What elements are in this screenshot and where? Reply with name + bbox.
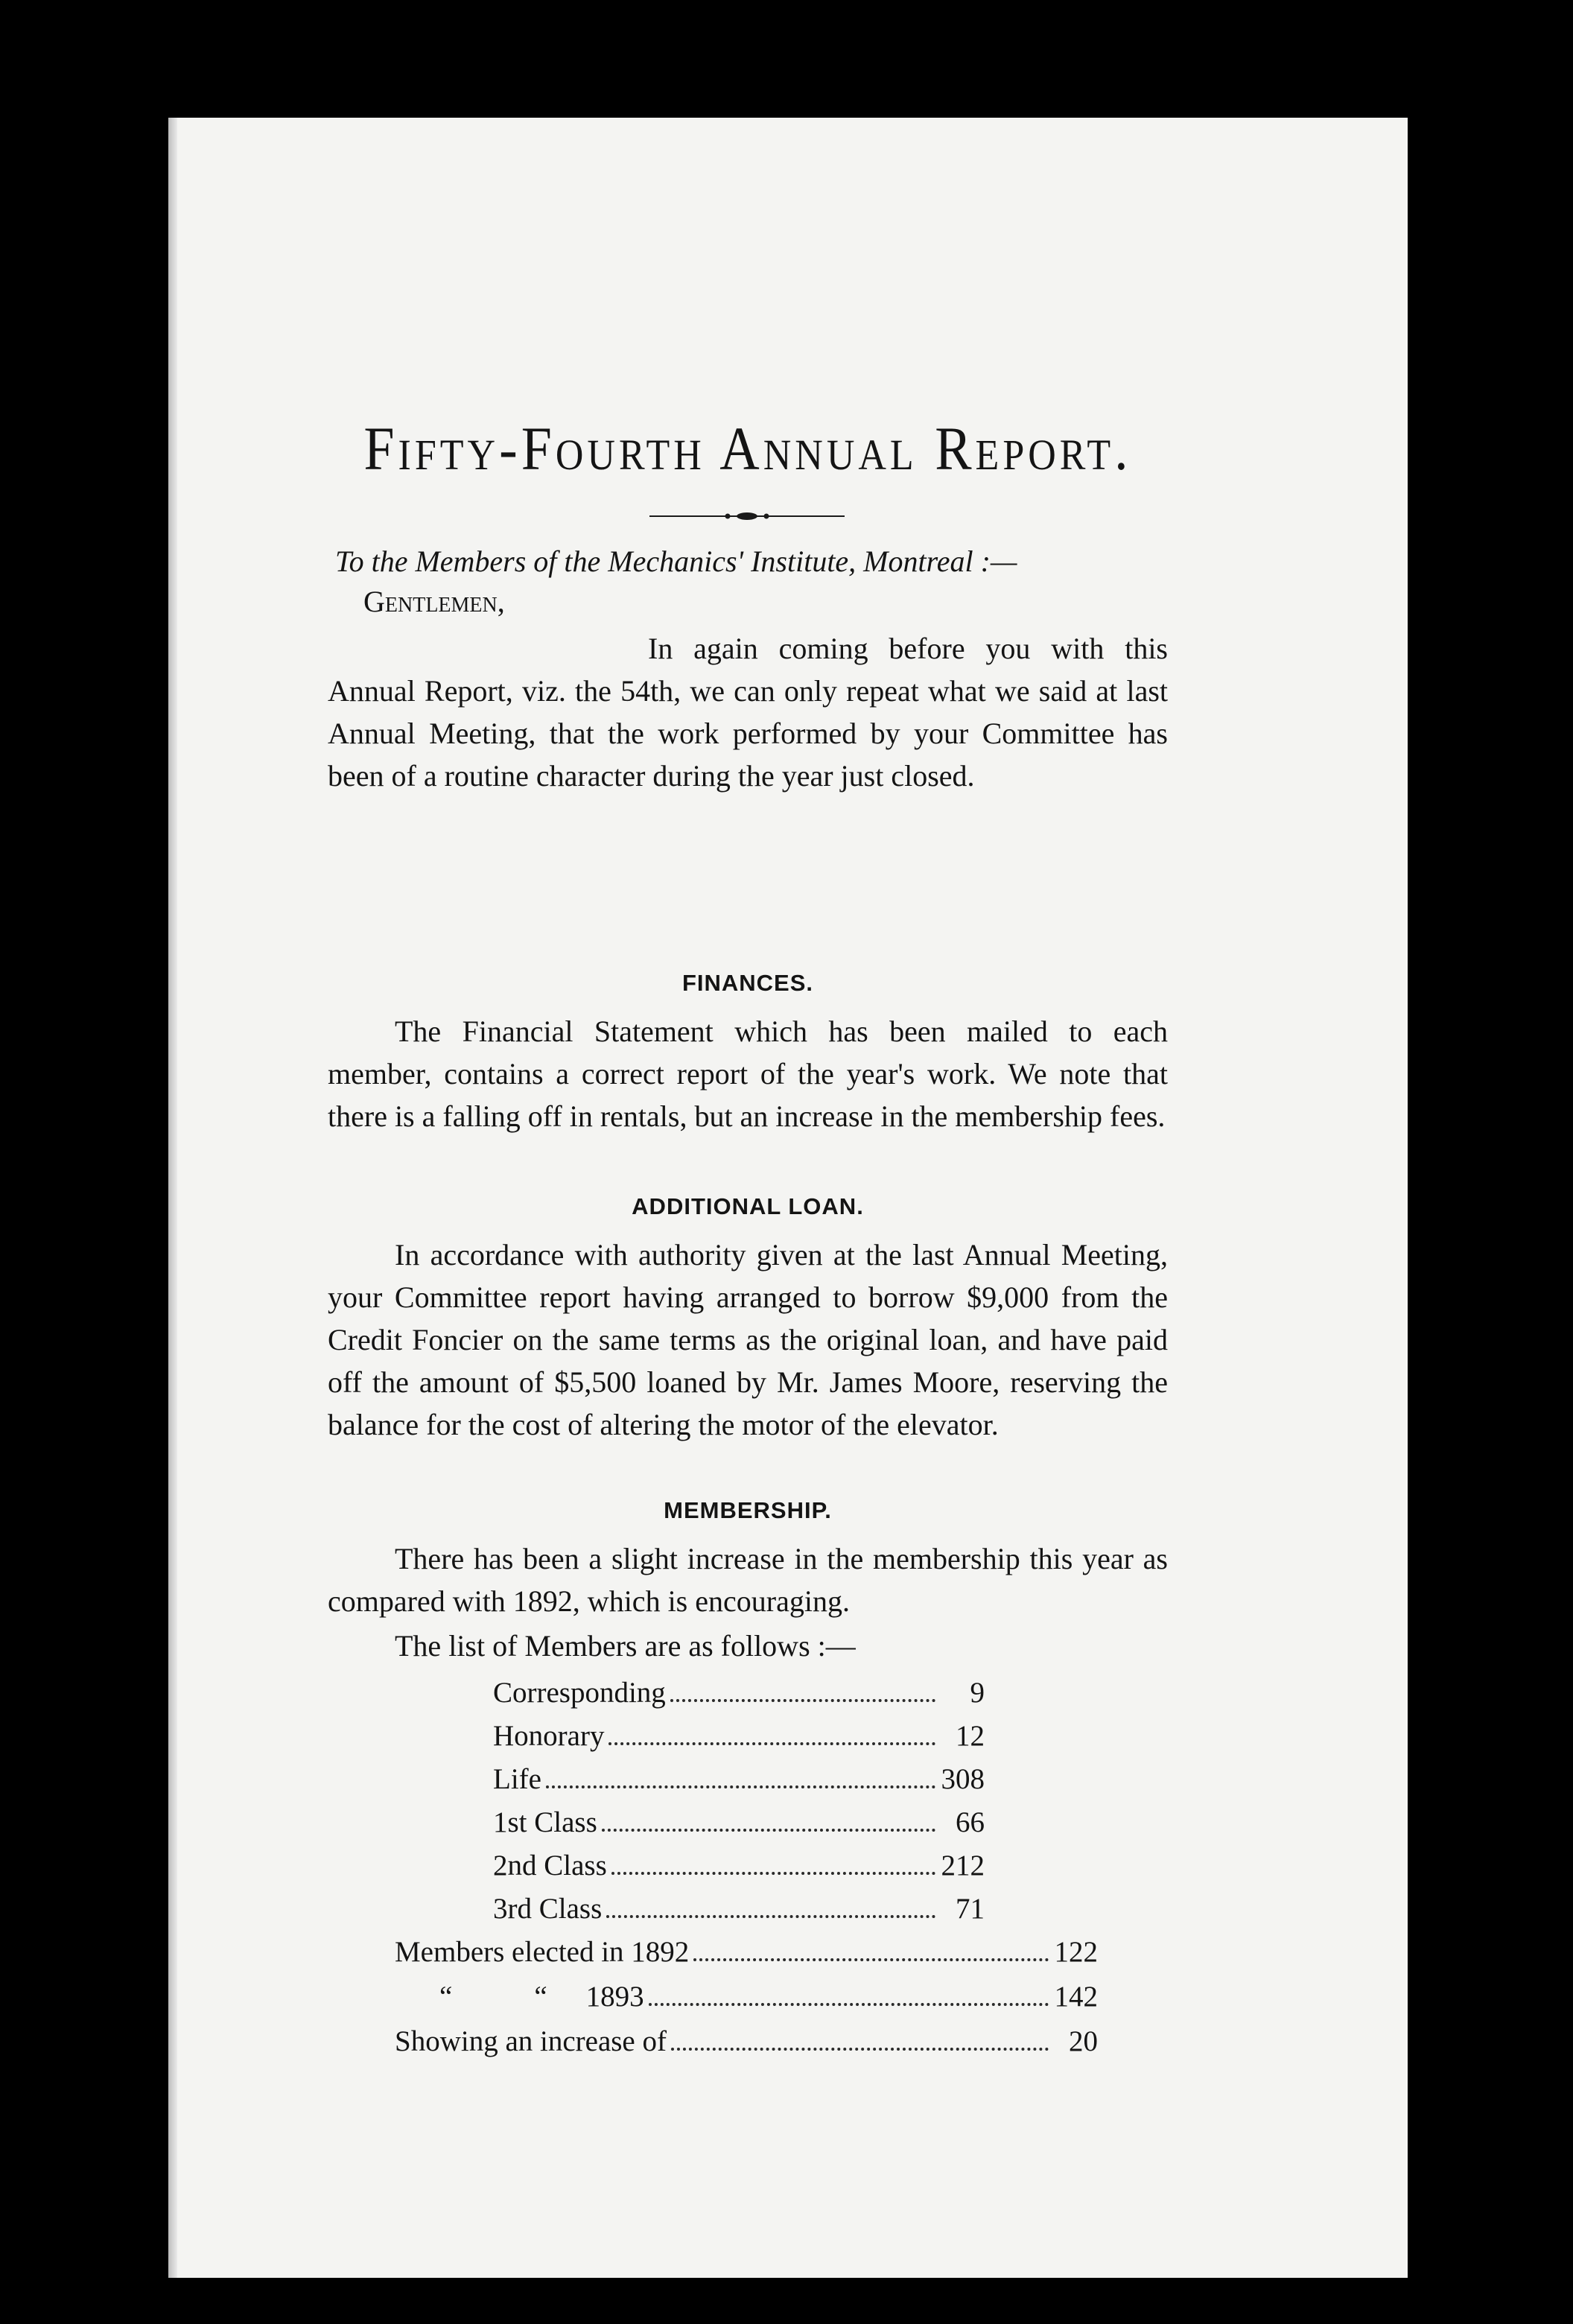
member-count: 9 bbox=[970, 1677, 985, 1709]
elected-count-1892: 122 bbox=[1054, 1936, 1098, 1968]
elected-label-1893 bbox=[395, 1980, 644, 2013]
member-count: 12 bbox=[956, 1720, 985, 1752]
additional-loan-paragraph: In accordance with authority given at the last Annual Meeting, your Committee report having arranged to borrow $9,000 from the Credit Foncier on the same terms as the original loan, and have paid off the amount of $5,500 loaned by Mr. James Moore, reserving the balance for the cost of altering the motor of the elevator. bbox=[328, 1238, 1168, 1441]
member-list bbox=[493, 1676, 985, 1935]
elected-year-1893: 1893 bbox=[585, 1981, 644, 2013]
elected-row-1892 bbox=[395, 1935, 1098, 1980]
ditto-mark: “ bbox=[439, 1981, 453, 2013]
member-count: 212 bbox=[941, 1850, 985, 1882]
section-heading-finances: FINANCES. bbox=[681, 970, 814, 996]
member-list-intro: The list of Members are as follows :— bbox=[395, 1629, 856, 1663]
membership-paragraph: There has been a slight increase in the membership this year as compared with 1892, which is encouraging. bbox=[328, 1542, 1168, 1618]
leader-dots bbox=[606, 1915, 935, 1918]
intro-paragraph: In again coming before you with this Annual Report, viz. the 54th, we can only repeat what we said at last Annual Meeting, that the work performed by your Committee has been of a routine character during the year just closed. bbox=[328, 632, 1168, 793]
member-type-label: Corresponding bbox=[493, 1677, 666, 1709]
member-row-corresponding bbox=[493, 1676, 985, 1719]
leader-dots bbox=[693, 1958, 1049, 1961]
elected-label-1892: Members elected in 1892 bbox=[395, 1936, 690, 1968]
document-page bbox=[168, 118, 1408, 2278]
member-type-label: Honorary bbox=[493, 1720, 605, 1752]
leader-dots bbox=[546, 1785, 935, 1788]
elected-members-summary bbox=[395, 1935, 1098, 2069]
finances-paragraph: The Financial Statement which has been mailed to each member, contains a correct report of the year's work. We note that there is a falling off in rentals, but an increase in the membership fees. bbox=[328, 1015, 1168, 1133]
section-heading-additional-loan: ADDITIONAL LOAN. bbox=[632, 1193, 864, 1219]
member-count: 308 bbox=[941, 1763, 985, 1795]
elected-count-1893: 142 bbox=[1054, 1981, 1098, 2013]
member-row-life bbox=[493, 1762, 985, 1806]
leader-dots bbox=[608, 1742, 935, 1745]
member-count: 71 bbox=[956, 1893, 985, 1925]
increase-label: Showing an increase of bbox=[395, 2025, 667, 2057]
member-row-2nd-class bbox=[493, 1849, 985, 1892]
leader-dots bbox=[602, 1829, 935, 1832]
page-spine-edge bbox=[168, 118, 177, 2278]
leader-dots bbox=[670, 1699, 935, 1702]
ditto-mark: “ bbox=[534, 1981, 547, 2013]
salutation: Gentlemen, bbox=[363, 585, 505, 618]
member-row-3rd-class bbox=[493, 1892, 985, 1935]
ornament-rule-icon bbox=[649, 511, 845, 521]
address-line: To the Members of the Mechanics' Institute, Montreal :— bbox=[335, 545, 1017, 578]
increase-row bbox=[395, 2025, 1098, 2069]
member-row-1st-class bbox=[493, 1806, 985, 1849]
elected-row-1893 bbox=[395, 1980, 1098, 2025]
leader-dots bbox=[671, 2048, 1049, 2051]
member-type-label: Life bbox=[493, 1763, 541, 1795]
leader-dots bbox=[611, 1872, 935, 1875]
member-type-label: 1st Class bbox=[493, 1806, 597, 1838]
member-row-honorary bbox=[493, 1719, 985, 1762]
report-title: Fifty-Fourth Annual Report. bbox=[363, 415, 1132, 483]
leader-dots bbox=[649, 2003, 1049, 2006]
increase-count: 20 bbox=[1069, 2025, 1098, 2057]
section-heading-membership: MEMBERSHIP. bbox=[664, 1497, 832, 1523]
member-type-label: 2nd Class bbox=[493, 1850, 607, 1882]
member-type-label: 3rd Class bbox=[493, 1893, 603, 1925]
member-count: 66 bbox=[956, 1806, 985, 1838]
